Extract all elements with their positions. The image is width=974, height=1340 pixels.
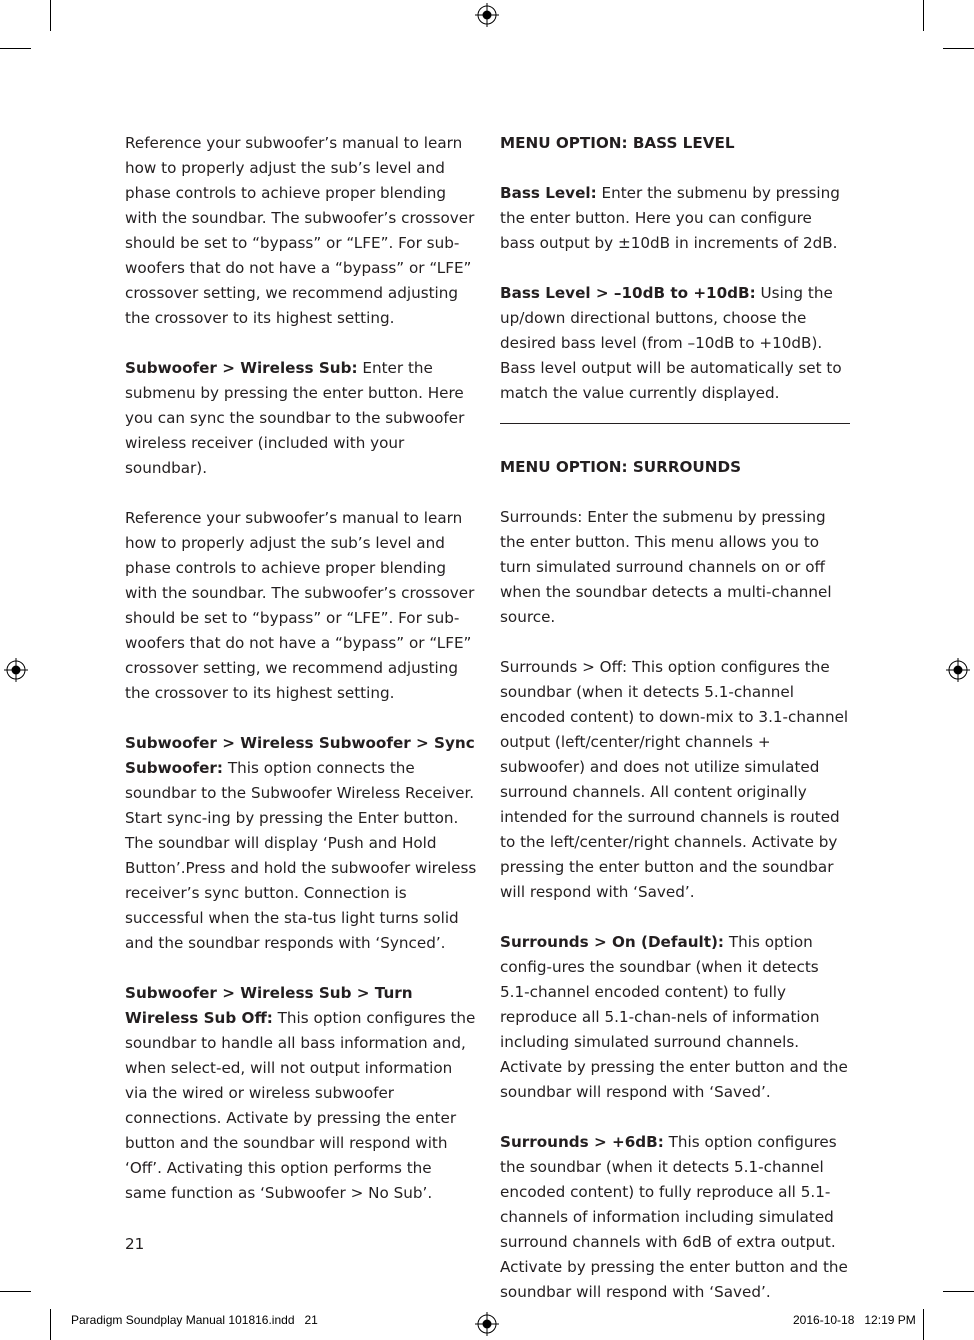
surrounds-6db-text: This option configures the soundbar (when it detects 5.1-channel encoded content) to fully reproduce all 5.1-channels of information including simulated surround channels with 6dB of extra output. Activate by pressing the enter button and the soundbar will respond with ‘Saved’. <box>500 1133 848 1301</box>
crop-mark-top-left-h <box>0 48 31 49</box>
surrounds-on-text: This option config-ures the soundbar (when it detects 5.1-channel encoded content) to fully reproduce all 5.1-chan-nels of information including simulated surround channels. Activate by pressing the enter button and the soundbar will respond with ‘Saved’. <box>500 933 848 1101</box>
section-divider <box>500 423 850 424</box>
surrounds-off-paragraph: Surrounds > Off: This option configures the soundbar (when it detects 5.1-channel encoded content) to down-mix to 3.1-channel output (left/center/right channels + subwoofer) and does not utilize simulated surround channels. All content originally intended for the surround channels is routed to the left/center/right channels. Activate by pressing the enter button and the soundbar will respond with ‘Saved’. <box>500 658 849 901</box>
crop-mark-bottom-right-h <box>943 1291 974 1292</box>
subwoofer-manual-paragraph: Reference your subwoofer’s manual to learn how to properly adjust the sub’s level and phase controls to achieve proper blending with the soundbar. The subwoofer’s crossover should be set to “bypass” or “LFE”. For sub-woofers that do not have a “bypass” or “LFE” crossover setting, we recommend adjusting the crossover to its highest setting. <box>125 134 475 327</box>
slug-timestamp: 2016-10-18 12:19 PM <box>793 1313 916 1327</box>
turn-wireless-sub-off-text: This option configures the soundbar to handle all bass information and, when select-ed, will not output information via the wired or wireless subwoofer connections. Activate by pressing the enter button and the soundbar will respond with ‘Off’. Activating this option performs the same function as ‘Subwoofer > No Sub’. <box>125 1009 476 1202</box>
surrounds-on-label: Surrounds > On (Default): <box>500 933 725 951</box>
turn-wireless-sub-off-label: Subwoofer > Wireless Sub > Turn Wireless Sub Off: <box>125 984 413 1027</box>
sync-subwoofer-label: Subwoofer > Wireless Subwoofer > Sync Subwoofer: <box>125 734 475 777</box>
crop-mark-top-right-v <box>923 0 924 31</box>
subwoofer-manual-paragraph-2: Reference your subwoofer’s manual to learn how to properly adjust the sub’s level and phase controls to achieve proper blending with the soundbar. The subwoofer’s crossover should be set to “bypass” or “LFE”. For sub-woofers that do not have a “bypass” or “LFE” crossover setting, we recommend adjusting the crossover to its highest setting. <box>125 509 475 702</box>
registration-mark-bottom-icon <box>475 1312 499 1336</box>
bass-level-heading: MENU OPTION: BASS LEVEL <box>500 134 735 152</box>
page-number: 21 <box>125 1235 145 1253</box>
wireless-sub-text: Enter the submenu by pressing the enter button. Here you can sync the soundbar to the subwoofer wireless receiver (included with your soundbar). <box>125 359 465 477</box>
surrounds-paragraph: Surrounds: Enter the submenu by pressing the enter button. This menu allows you to turn simulated surround channels on or off when the soundbar detects a multi-channel source. <box>500 508 832 626</box>
crop-mark-top-right-h <box>943 48 974 49</box>
surrounds-6db-paragraph <box>500 1130 850 1305</box>
registration-mark-top-icon <box>475 3 499 27</box>
crop-mark-top-left-v <box>50 0 51 31</box>
right-column <box>500 131 850 1305</box>
bass-level-range-text: Using the up/down directional buttons, choose the desired bass level (from –10dB to +10dB). Bass level output will be automatically set to match the value currently displayed. <box>500 284 842 402</box>
crop-mark-bottom-left-h <box>0 1291 31 1292</box>
wireless-sub-paragraph <box>125 356 477 481</box>
wireless-sub-label: Subwoofer > Wireless Sub: <box>125 359 358 377</box>
crop-mark-bottom-right-v <box>923 1309 924 1340</box>
surrounds-6db-label: Surrounds > +6dB: <box>500 1133 664 1151</box>
bass-level-text: Enter the submenu by pressing the enter button. Here you can configure bass output by ±10dB in increments of 2dB. <box>500 184 840 252</box>
left-column <box>125 131 477 1206</box>
surrounds-heading: MENU OPTION: SURROUNDS <box>500 458 742 476</box>
bass-level-label: Bass Level: <box>500 184 597 202</box>
sync-subwoofer-text: This option connects the soundbar to the Subwoofer Wireless Receiver. Start sync-ing by pressing the Enter button. The soundbar will display ‘Push and Hold Button’.Press and hold the subwoofer wireless receiver’s sync button. Connection is successful when the sta-tus light turns solid and the soundbar responds with ‘Synced’. <box>125 759 477 952</box>
registration-mark-right-icon <box>946 658 970 682</box>
bass-level-paragraph <box>500 181 850 256</box>
bass-level-range-paragraph <box>500 281 850 406</box>
registration-mark-left-icon <box>4 658 28 682</box>
surrounds-on-paragraph <box>500 930 850 1105</box>
sync-subwoofer-paragraph <box>125 731 477 956</box>
bass-level-range-label: Bass Level > –10dB to +10dB: <box>500 284 756 302</box>
crop-mark-bottom-left-v <box>50 1309 51 1340</box>
turn-wireless-sub-off-paragraph <box>125 981 477 1206</box>
slug-file-name: Paradigm Soundplay Manual 101816.indd 21 <box>71 1313 318 1327</box>
